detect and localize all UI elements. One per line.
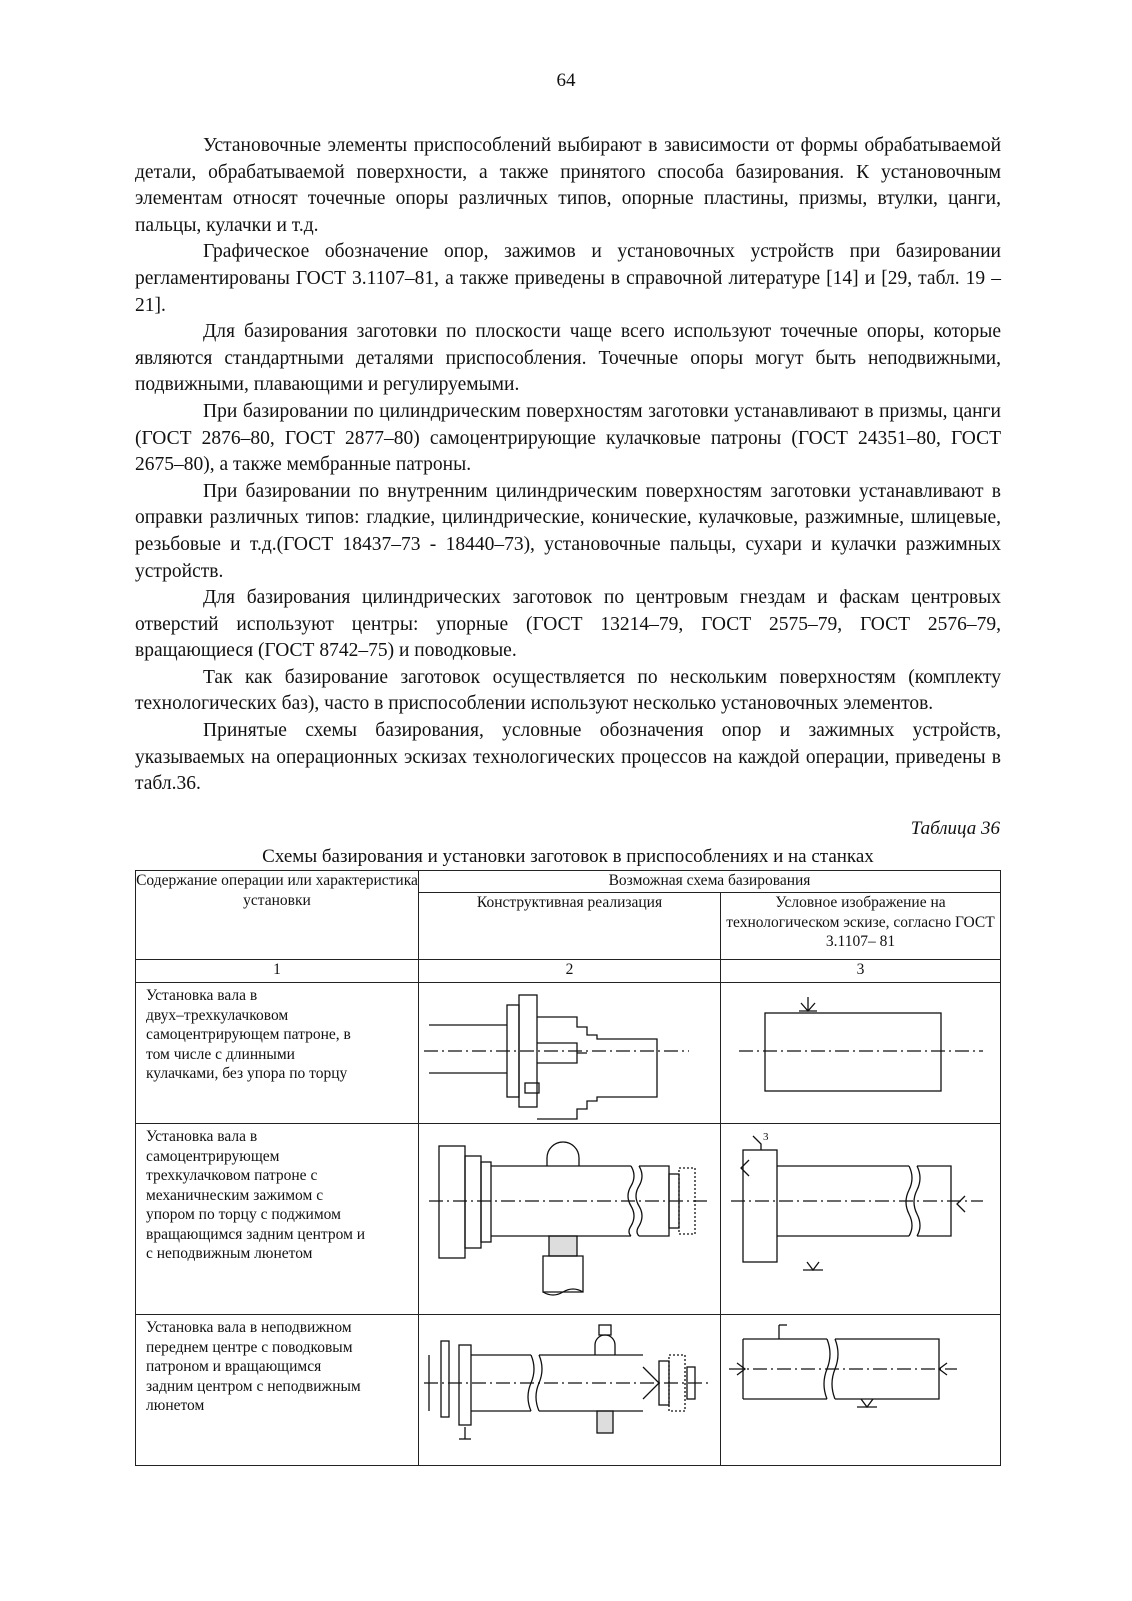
- paragraph: Принятые схемы базирования, условные обозначения опор и зажимных устройств, указываемых на операционных эскизах технологических процессов на каждой операции, приведены в табл.36.: [135, 720, 1001, 795]
- table-label: Таблица 36: [910, 818, 1000, 839]
- operation-description: Установка вала в двух–трехкулачковом самоцентрирующем патроне, в том числе с длинными кулачками, без упора по торцу: [136, 983, 419, 1124]
- table-row: [136, 983, 1001, 1124]
- page-number: 64: [556, 70, 576, 91]
- paragraph: Установочные элементы приспособлений выбирают в зависимости от формы обрабатываемой детали, обрабатываемой поверхности, а также принятого способа базирования. К установочным элементам относят точечные опоры различных типов, опорные пластины, призмы, втулки, цанги, пальцы, кулачки и т.д.: [135, 135, 1001, 236]
- operation-description: Установка вала в неподвижном переднем центре с поводковым патроном и вращающимся задним центром с неподвижным люнетом: [136, 1315, 419, 1466]
- body-text: [135, 133, 1001, 798]
- header-col2: Конструктивная реализация: [419, 893, 721, 960]
- header-col3: Условное изображение на технологическом эскизе, согласно ГОСТ 3.1107– 81: [721, 893, 1001, 960]
- construction-drawing: [419, 1124, 721, 1315]
- table-row: [136, 1124, 1001, 1315]
- operation-description: Установка вала в самоцентрирующем трехкулачковом патроне с механичнеским зажимом с упором по торцу с поджимом вращающимся задним центром и с неподвижным люнетом: [136, 1124, 419, 1315]
- header-col1: Содержание операции или характеристика установки: [136, 871, 419, 960]
- construction-drawing: [419, 983, 721, 1124]
- chuck-with-stop-tailstock-rest-symbol: [721, 1124, 1001, 1314]
- paragraph: Для базирования заготовки по плоскости чаще всего используют точечные опоры, которые являются стандартными деталями приспособления. Точечные опоры могут быть неподвижными, подвижными, плавающими и регулируемыми.: [135, 321, 1001, 396]
- schemes-table: [135, 870, 1001, 1466]
- fixed-center-driver-chuck-symbol: [721, 1315, 1001, 1465]
- paragraph: Так как базирование заготовок осуществляется по нескольким поверхностям (комплекту технологических баз), часто в приспособлении используют несколько установочных элементов.: [135, 666, 1001, 715]
- paragraph: Для базирования цилиндрических заготовок по центровым гнездам и фаскам центровых отверстий используют центры: упорные (ГОСТ 13214–79, ГОСТ 2575–79, ГОСТ 2576–79, вращающиеся (ГОСТ 8742–75) и поводковые.: [135, 587, 1001, 662]
- chuck-with-stop-tailstock-rest-drawing: [419, 1124, 721, 1314]
- column-number: 2: [419, 960, 721, 983]
- three-jaw-chuck-no-stop-drawing: [419, 983, 721, 1123]
- header-group: Возможная схема базирования: [419, 871, 1001, 893]
- paragraph: Графическое обозначение опор, зажимов и установочных устройств при базировании регламентированы ГОСТ 3.1107–81, а также приведены в справочной литературе [14] и [29, табл. 19 – 21].: [135, 241, 1001, 316]
- table-row: [136, 1315, 1001, 1466]
- three-jaw-chuck-symbol: [721, 983, 1001, 1123]
- table-title: Схемы базирования и установки заготовок в приспособлениях и на станках: [262, 846, 874, 867]
- technological-sketch: [721, 1124, 1001, 1315]
- paragraph: При базировании по внутренним цилиндрическим поверхностям заготовки устанавливают в оправки различных типов: гладкие, цилиндрические, конические, кулачковые, разжимные, шлицевые, резьбовые и т.д.(ГОСТ 18437–73 - 18440–73), установочные пальцы, сухари и кулачки разжимных устройств.: [135, 480, 1001, 582]
- construction-drawing: [419, 1315, 721, 1466]
- technological-sketch: [721, 1315, 1001, 1466]
- column-number: 3: [721, 960, 1001, 983]
- paragraph: При базировании по цилиндрическим поверхностям заготовки устанавливают в призмы, цанги (ГОСТ 2876–80, ГОСТ 2877–80) самоцентрирующие кулачковые патроны (ГОСТ 24351–80, ГОСТ 2675–80), а также мембранные патроны.: [135, 400, 1001, 476]
- column-number: 1: [136, 960, 419, 983]
- clamp-count-label: 3: [763, 1131, 769, 1143]
- fixed-center-driver-chuck-drawing: [419, 1315, 721, 1465]
- technological-sketch: [721, 983, 1001, 1124]
